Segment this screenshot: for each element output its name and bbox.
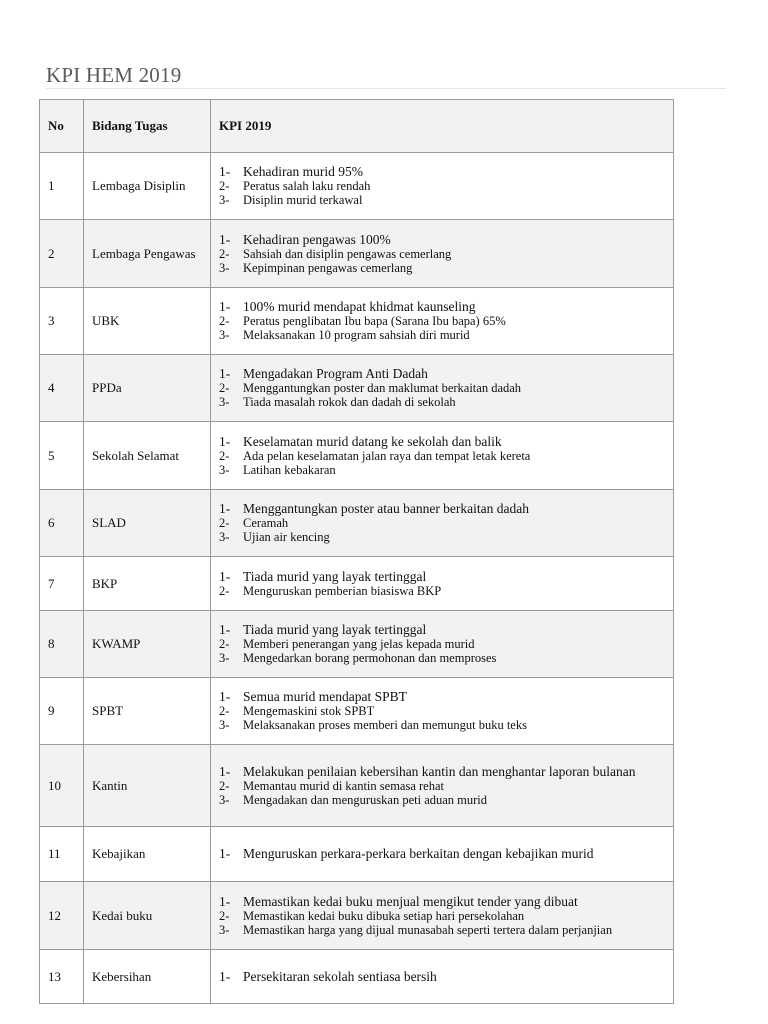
kpi-item (219, 516, 665, 530)
kpi-item-text: Memastikan kedai buku menjual mengikut tender yang dibuat (243, 893, 578, 909)
kpi-item-number: 1- (219, 299, 231, 314)
table-row (40, 422, 674, 490)
kpi-item (219, 328, 665, 342)
kpi-item (219, 367, 665, 381)
kpi-item (219, 179, 665, 193)
kpi-item (219, 570, 665, 584)
kpi-item (219, 463, 665, 477)
table-row (40, 220, 674, 288)
kpi-item-number: 2- (219, 381, 230, 395)
kpi-item-text: Peratus penglibatan Ibu bapa (Sarana Ibu bapa) 65% (243, 314, 506, 328)
kpi-item-text: Melaksanakan proses memberi dan memungut buku teks (243, 718, 527, 732)
kpi-item-text: Tiada murid yang layak tertinggal (243, 568, 427, 584)
table-row (40, 882, 674, 950)
kpi-item-number: 3- (219, 718, 230, 732)
kpi-item-number: 1- (219, 568, 231, 584)
cell-bidang-tugas: SPBT (84, 678, 211, 745)
kpi-item-number: 3- (219, 651, 230, 665)
cell-no: 10 (40, 745, 84, 827)
kpi-item-number: 3- (219, 395, 230, 409)
kpi-item-number: 2- (219, 908, 230, 923)
cell-kpi (211, 827, 674, 882)
kpi-item-text: Ujian air kencing (243, 530, 330, 544)
kpi-item (219, 651, 665, 665)
kpi-item-text: Kehadiran murid 95% (243, 164, 363, 179)
cell-no: 13 (40, 950, 84, 1004)
kpi-item-number: 3- (219, 328, 230, 342)
kpi-item-text: Mengedarkan borang permohonan dan memproses (243, 651, 497, 665)
kpi-item (219, 395, 665, 409)
kpi-item-number: 2- (219, 314, 230, 328)
kpi-item (219, 314, 665, 328)
cell-no: 6 (40, 490, 84, 557)
kpi-item (219, 847, 665, 861)
kpi-item-number: 3- (219, 530, 230, 544)
cell-kpi (211, 288, 674, 355)
kpi-item-number: 3- (219, 462, 230, 477)
kpi-item (219, 261, 665, 275)
cell-kpi (211, 220, 674, 288)
table-row (40, 288, 674, 355)
cell-bidang-tugas: Kantin (84, 745, 211, 827)
kpi-item (219, 718, 665, 732)
cell-no: 3 (40, 288, 84, 355)
cell-kpi (211, 745, 674, 827)
kpi-item (219, 970, 665, 984)
cell-bidang-tugas: Kebersihan (84, 950, 211, 1004)
kpi-item-number: 2- (219, 516, 230, 530)
cell-no: 12 (40, 882, 84, 950)
kpi-item (219, 193, 665, 207)
kpi-item-number: 2- (219, 246, 230, 261)
kpi-item-text: Melaksanakan 10 program sahsiah diri murid (243, 328, 470, 342)
kpi-item (219, 909, 665, 923)
cell-bidang-tugas: PPDa (84, 355, 211, 422)
kpi-item (219, 923, 665, 937)
cell-kpi (211, 153, 674, 220)
table-row (40, 950, 674, 1004)
kpi-item (219, 247, 665, 261)
kpi-item-number: 2- (219, 179, 230, 193)
kpi-item (219, 584, 665, 598)
kpi-item-text: 100% murid mendapat khidmat kaunseling (243, 299, 476, 314)
kpi-item-number: 2- (219, 583, 230, 598)
kpi-item (219, 690, 665, 704)
kpi-item-text: Kepimpinan pengawas cemerlang (243, 260, 413, 275)
header-no: No (40, 100, 84, 153)
kpi-item-text: Tiada murid yang layak tertinggal (243, 622, 427, 637)
kpi-item-number: 2- (219, 704, 230, 718)
kpi-item-text: Menggantungkan poster dan maklumat berkaitan dadah (243, 381, 522, 395)
kpi-table (39, 99, 674, 1004)
kpi-item-number: 2- (219, 448, 230, 463)
cell-no: 7 (40, 557, 84, 611)
kpi-item-number: 1- (219, 763, 231, 779)
kpi-item-number: 1- (219, 893, 231, 909)
cell-kpi (211, 557, 674, 611)
kpi-item-text: Memantau murid di kantin semasa rehat (243, 778, 444, 793)
kpi-item-text: Memastikan harga yang dijual munasabah seperti tertera dalam perjanjian (243, 922, 613, 937)
kpi-item-text: Kehadiran pengawas 100% (243, 231, 391, 247)
kpi-item-text: Keselamatan murid datang ke sekolah dan balik (243, 433, 502, 449)
cell-no: 4 (40, 355, 84, 422)
kpi-item-number: 3- (219, 922, 230, 937)
kpi-item (219, 435, 665, 449)
kpi-item (219, 779, 665, 793)
kpi-item-text: Menguruskan perkara-perkara berkaitan dengan kebajikan murid (243, 846, 594, 861)
kpi-item-number: 2- (219, 778, 230, 793)
kpi-item (219, 502, 665, 516)
kpi-item-text: Ada pelan keselamatan jalan raya dan tempat letak kereta (243, 448, 531, 463)
kpi-item (219, 793, 665, 807)
kpi-item (219, 895, 665, 909)
cell-bidang-tugas: UBK (84, 288, 211, 355)
kpi-item-number: 1- (219, 689, 231, 704)
kpi-item-text: Persekitaran sekolah sentiasa bersih (243, 968, 437, 984)
cell-no: 1 (40, 153, 84, 220)
table-row (40, 355, 674, 422)
table-row (40, 745, 674, 827)
cell-kpi (211, 611, 674, 678)
cell-bidang-tugas: KWAMP (84, 611, 211, 678)
cell-kpi (211, 490, 674, 557)
cell-no: 11 (40, 827, 84, 882)
kpi-item (219, 165, 665, 179)
kpi-item-number: 1- (219, 366, 231, 381)
cell-kpi (211, 950, 674, 1004)
kpi-item (219, 381, 665, 395)
kpi-item-text: Menggantungkan poster atau banner berkaitan dadah (243, 501, 530, 516)
cell-kpi (211, 882, 674, 950)
kpi-item-text: Semua murid mendapat SPBT (243, 689, 407, 704)
kpi-item-text: Memastikan kedai buku dibuka setiap hari persekolahan (243, 908, 525, 923)
kpi-item (219, 530, 665, 544)
kpi-item-text: Mengemaskini stok SPBT (243, 704, 375, 718)
kpi-item-text: Ceramah (243, 516, 289, 530)
header-bidang-tugas: Bidang Tugas (84, 100, 211, 153)
kpi-item-text: Sahsiah dan disiplin pengawas cemerlang (243, 246, 452, 261)
kpi-item (219, 449, 665, 463)
title-divider (46, 88, 726, 89)
kpi-item-number: 3- (219, 193, 230, 207)
table-body (40, 153, 674, 1004)
table-header-row (40, 100, 674, 153)
kpi-item (219, 704, 665, 718)
table-row (40, 611, 674, 678)
cell-no: 9 (40, 678, 84, 745)
cell-bidang-tugas: SLAD (84, 490, 211, 557)
kpi-item-text: Disiplin murid terkawal (243, 193, 363, 207)
cell-no: 8 (40, 611, 84, 678)
kpi-item-number: 1- (219, 622, 231, 637)
cell-bidang-tugas: BKP (84, 557, 211, 611)
kpi-item-text: Tiada masalah rokok dan dadah di sekolah (243, 395, 456, 409)
header-kpi: KPI 2019 (211, 100, 674, 153)
kpi-item-number: 1- (219, 501, 231, 516)
kpi-item (219, 623, 665, 637)
kpi-item-number: 3- (219, 792, 230, 807)
kpi-item (219, 233, 665, 247)
cell-no: 2 (40, 220, 84, 288)
kpi-item-number: 1- (219, 846, 231, 861)
document-title: KPI HEM 2019 (46, 63, 182, 87)
cell-no: 5 (40, 422, 84, 490)
cell-bidang-tugas: Kedai buku (84, 882, 211, 950)
kpi-item-number: 1- (219, 433, 231, 449)
kpi-item-text: Mengadakan dan menguruskan peti aduan murid (243, 792, 488, 807)
kpi-item-text: Menguruskan pemberian biasiswa BKP (243, 583, 442, 598)
kpi-item-number: 3- (219, 260, 230, 275)
kpi-item-text: Latihan kebakaran (243, 462, 336, 477)
table-row (40, 678, 674, 745)
table-row (40, 153, 674, 220)
cell-kpi (211, 678, 674, 745)
table-row (40, 490, 674, 557)
cell-kpi (211, 355, 674, 422)
cell-bidang-tugas: Lembaga Disiplin (84, 153, 211, 220)
kpi-item-text: Mengadakan Program Anti Dadah (243, 366, 428, 381)
kpi-item (219, 637, 665, 651)
kpi-item-text: Peratus salah laku rendah (243, 179, 371, 193)
kpi-item-number: 2- (219, 637, 230, 651)
kpi-item-number: 1- (219, 968, 231, 984)
kpi-item (219, 300, 665, 314)
table-row (40, 557, 674, 611)
cell-kpi (211, 422, 674, 490)
cell-bidang-tugas: Lembaga Pengawas (84, 220, 211, 288)
cell-bidang-tugas: Kebajikan (84, 827, 211, 882)
kpi-item-number: 1- (219, 231, 231, 247)
kpi-item (219, 765, 665, 779)
kpi-item-text: Melakukan penilaian kebersihan kantin dan menghantar laporan bulanan (243, 763, 636, 779)
table-row (40, 827, 674, 882)
cell-bidang-tugas: Sekolah Selamat (84, 422, 211, 490)
kpi-item-number: 1- (219, 164, 231, 179)
kpi-item-text: Memberi penerangan yang jelas kepada murid (243, 637, 475, 651)
